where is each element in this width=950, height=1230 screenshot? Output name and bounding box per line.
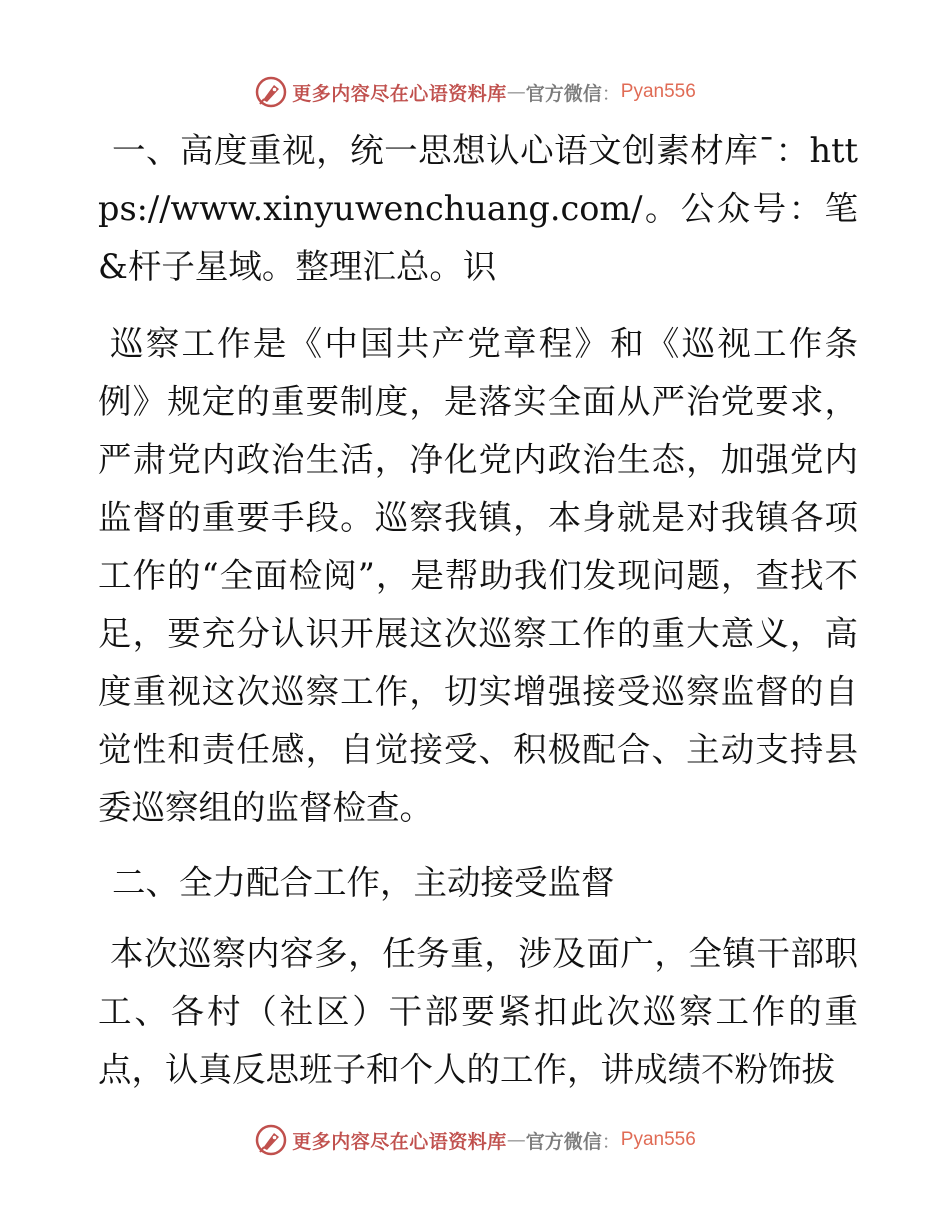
pen-nib-icon [254,75,288,109]
footer-banner [0,1120,950,1160]
banner-separator: ： [601,1130,621,1153]
banner-separator: ： [601,82,621,105]
brand-text: 更多内容尽在心语资料库 [292,82,507,105]
wechat-label: 官方微信 [525,1130,602,1153]
banner-dash: — [506,81,526,103]
paragraph-2: 本次巡察内容多，任务重，涉及面广，全镇干部职工、各村（社区）干部要紧扣此次巡察工作的重点，认真反思班子和个人的工作，讲成绩不粉饰拔 [98,934,858,1089]
section-heading-2: 二、全力配合工作，主动接受监督 [112,863,615,902]
header-banner [0,72,950,112]
paragraph-1: 巡察工作是《中国共产党章程》和《巡视工作条例》规定的重要制度，是落实全面从严治党要求，严肃党内政治生活，净化党内政治生态，加强党内监督的重要手段。巡察我镇，本身就是对我镇各项工作的“全面检阅”，是帮助我们发现问题，查找不足，要充分认识开展这次巡察工作的重大意义，高度重视这次巡察工作，切实增强接受巡察监督的自觉性和责任感，自觉接受、积极配合、主动支持县委巡察组的监督检查。 [98,324,858,827]
section-heading-1: 一、高度重视，统一思想认心语文创素材库¯：https://www.xinyuwenchuang.com/。公众号：笔&杆子星域。整理汇总。识 [98,131,858,286]
document-body [98,122,858,1099]
banner-dash: — [506,1129,526,1151]
brand-text: 更多内容尽在心语资料库 [292,1130,507,1153]
wechat-id: Pyan556 [620,81,696,102]
pen-nib-icon [254,1123,288,1157]
wechat-id: Pyan556 [620,1129,696,1150]
wechat-label: 官方微信 [525,82,602,105]
